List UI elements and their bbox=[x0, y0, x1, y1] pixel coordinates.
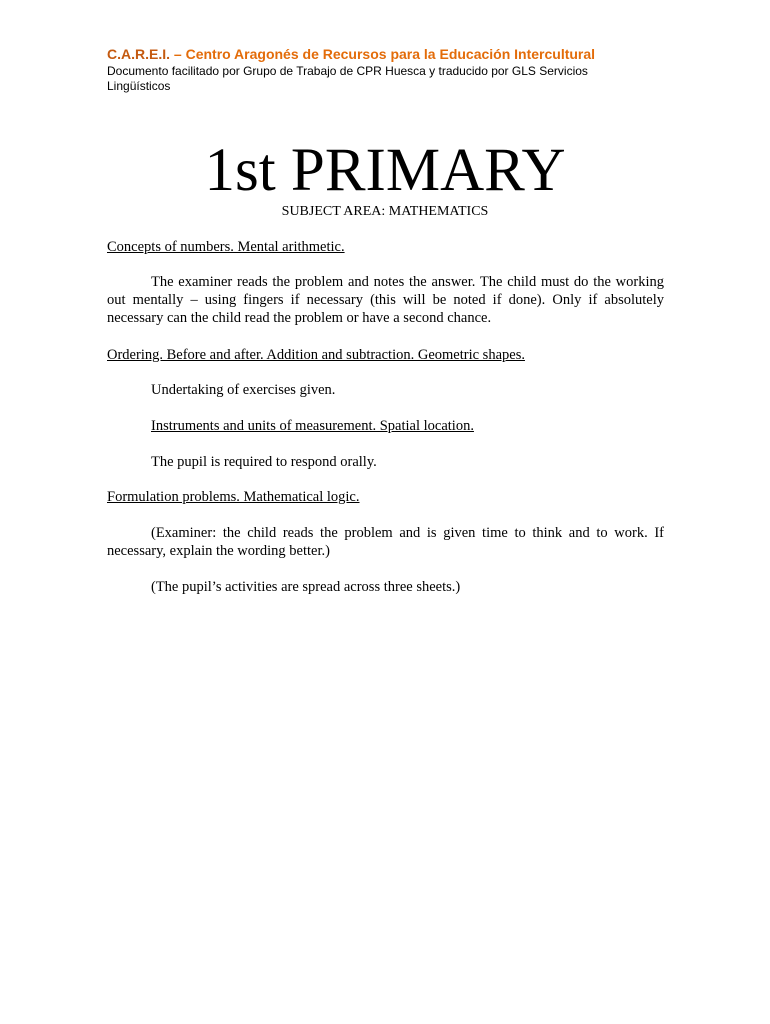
section-paragraph-numbers: The examiner reads the problem and notes the answer. The child must do the working out mentally – using fingers if necessary (this will be noted if done). Only if absolutely necessary can the child read the problem or have a second chance. bbox=[107, 274, 664, 326]
section-paragraph-problems: (Examiner: the child reads the problem and is given time to think and to work. If necessary, explain the wording better.) bbox=[107, 525, 664, 559]
header-subtitle: Documento facilitado por Grupo de Trabajo de CPR Huesca y traducido por GLS Servicios Lingüísticos bbox=[107, 64, 588, 93]
section-heading-numbers: Concepts of numbers. Mental arithmetic. bbox=[107, 239, 345, 255]
section-heading-ordering: Ordering. Before and after. Addition and subtraction. Geometric shapes. bbox=[107, 347, 525, 363]
header-organization-name: – Centro Aragonés de Recursos para la Educación Intercultural bbox=[170, 46, 596, 62]
document-title: 1st PRIMARY bbox=[204, 137, 566, 204]
header-acronym: C.A.R.E.I. bbox=[107, 46, 171, 62]
subject-area: SUBJECT AREA: MATHEMATICS bbox=[281, 204, 489, 219]
subsection-heading-measurement bbox=[107, 417, 664, 435]
subsection-paragraph-measurement: The pupil is required to respond orally. bbox=[151, 454, 377, 470]
header-organization-title bbox=[107, 45, 667, 63]
section-paragraph-ordering: Undertaking of exercises given. bbox=[151, 382, 336, 398]
section-heading-problems: Formulation problems. Mathematical logic. bbox=[107, 489, 360, 505]
section-note-sheets: (The pupil’s activities are spread across three sheets.) bbox=[151, 579, 461, 595]
page-header bbox=[107, 45, 667, 94]
subsection-heading-text: Instruments and units of measurement. Spatial location. bbox=[151, 418, 474, 434]
